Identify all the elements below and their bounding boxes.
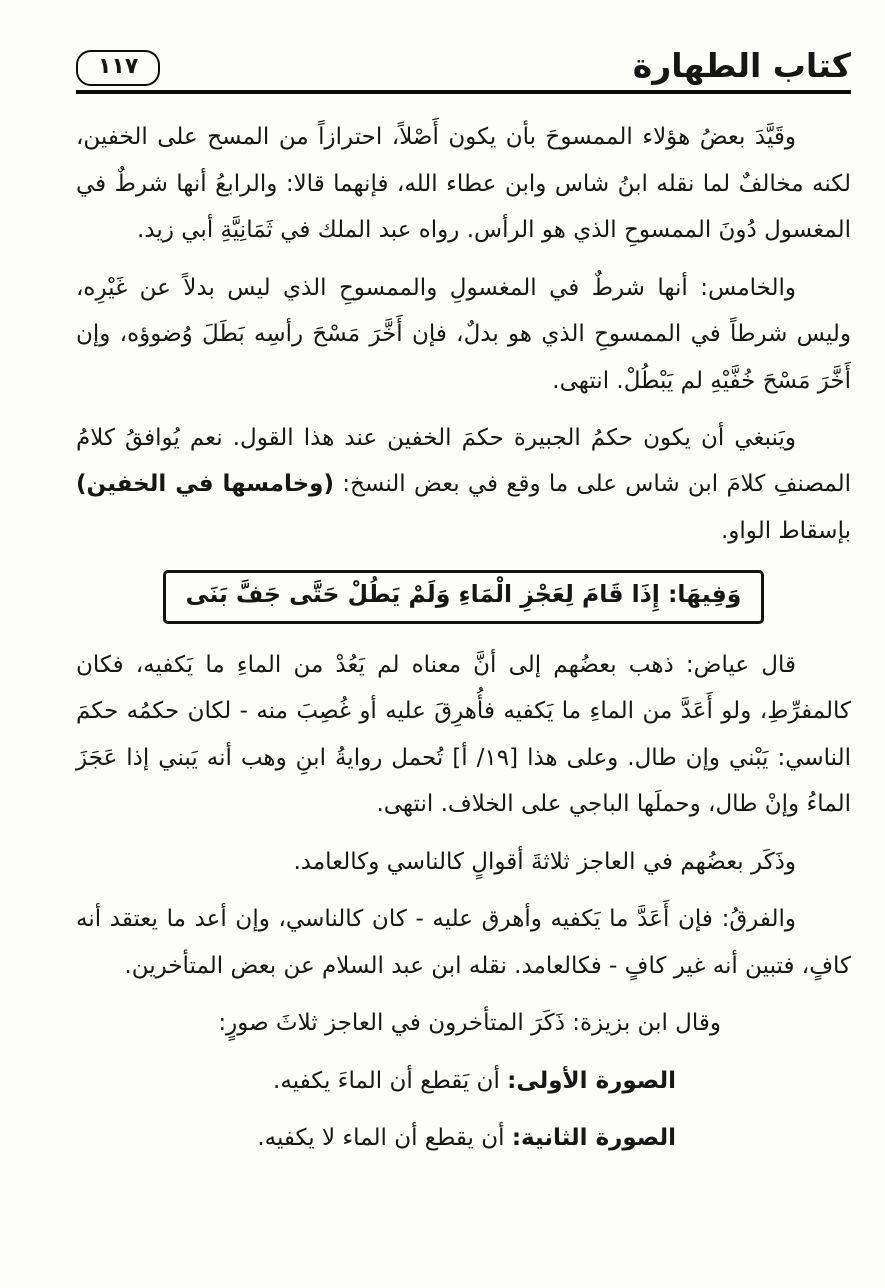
paragraph: [76, 839, 851, 885]
paragraph: [76, 896, 851, 989]
paragraph-bold-phrase: (وخامسها في الخفين): [76, 471, 334, 498]
paragraph: [76, 114, 851, 253]
paragraph-text: بإسقاط الواو.: [721, 517, 851, 544]
paragraph: [76, 1115, 851, 1161]
book-title: كتاب الطهارة: [632, 46, 851, 85]
section-heading-box: وَفِيهَا: إِذَا قَامَ لِعَجْزِ الْمَاءِ وَلَمْ يَطُلْ حَتَّى جَفَّ بَنَى: [163, 570, 765, 624]
paragraph: [76, 265, 851, 404]
paragraph-text: والفرقُ: فإن أَعَدَّ ما يَكفيه وأهرق عليه - كان كالناسي، وإن أعد ما يعتقد أنه كافٍ، فتبين أنه غير كافٍ - فكالعامد. نقله ابن عبد السلام عن بعض المتأخرين.: [76, 906, 851, 979]
paragraph: [76, 642, 851, 828]
paragraph: [76, 415, 851, 554]
list-item-label: الصورة الثانية:: [511, 1125, 676, 1152]
paragraph: [76, 1058, 851, 1104]
page-content: [76, 114, 851, 1161]
paragraph-text: وذَكَر بعضُهم في العاجز ثلاثةَ أقوالٍ كالناسي وكالعامد.: [293, 848, 796, 875]
paragraph-text: ويَنبغي أن يكون حكمُ الجبيرة حكمَ الخفين عند هذا القول. نعم يُوافقُ كلامُ المصنفِ كلامَ ابن شاس على ما وقع في بعض النسخ:: [76, 425, 852, 498]
paragraph-text: والخامس: أنها شرطٌ في المغسولِ والممسوحِ الذي ليس بدلاً عن غَيْرِه، وليس شرطاً في الممسوحِ الذي هو بدلٌ، فإن أَخَّرَ مَسْحَ رأسِه بَطَلَ وُضوؤه، وإن أَخَّرَ مَسْحَ خُفَّيْهِ لم يَبْطُلْ. انتهى.: [76, 274, 851, 394]
paragraph: [76, 1000, 851, 1046]
paragraph-text: وقَيَّدَ بعضُ هؤلاء الممسوحَ بأن يكون أَصْلاً، احترازاً من المسح على الخفين، لكنه مخالفٌ لما نقله ابنُ شاس وابن عطاء الله، فإنهما قالا: والرابعُ أنها شرطٌ في المغسول دُونَ الممسوحِ الذي هو الرأس. رواه عبد الملك في ثَمَانِيَّةِ أبي زيد.: [76, 124, 851, 244]
section-heading-row: [76, 570, 851, 624]
page-number-badge: ١١٧: [76, 50, 160, 86]
paragraph-text: وقال ابن بزيزة: ذَكَرَ المتأخرون في العاجز ثلاثَ صورٍ:: [218, 1010, 721, 1037]
paragraph-text: أن يَقطع أن الماءَ يكفيه.: [273, 1067, 508, 1094]
page-header: [76, 48, 851, 94]
paragraph-text: قال عياض: ذهب بعضُهم إلى أنَّ معناه لم يَعُدْ من الماءِ ما يَكفيه، فكان كالمفرِّطِ، ولو أَعَدَّ من الماءِ ما يَكفيه فأُهرِقَ عليه أو غُصِبَ منه - لكان حكمُه حكمَ الناسي: يَبْني وإن طال. وعلى هذا [١٩/ أ] تُحمل روايةُ ابنِ وهب أنه يَبني إذا عَجَزَ الماءُ وإنْ طال، وحملَها الباجي على الخلاف. انتهى.: [76, 651, 851, 818]
paragraph-text: أن يقطع أن الماء لا يكفيه.: [257, 1125, 512, 1152]
list-item-label: الصورة الأولى:: [507, 1067, 676, 1094]
